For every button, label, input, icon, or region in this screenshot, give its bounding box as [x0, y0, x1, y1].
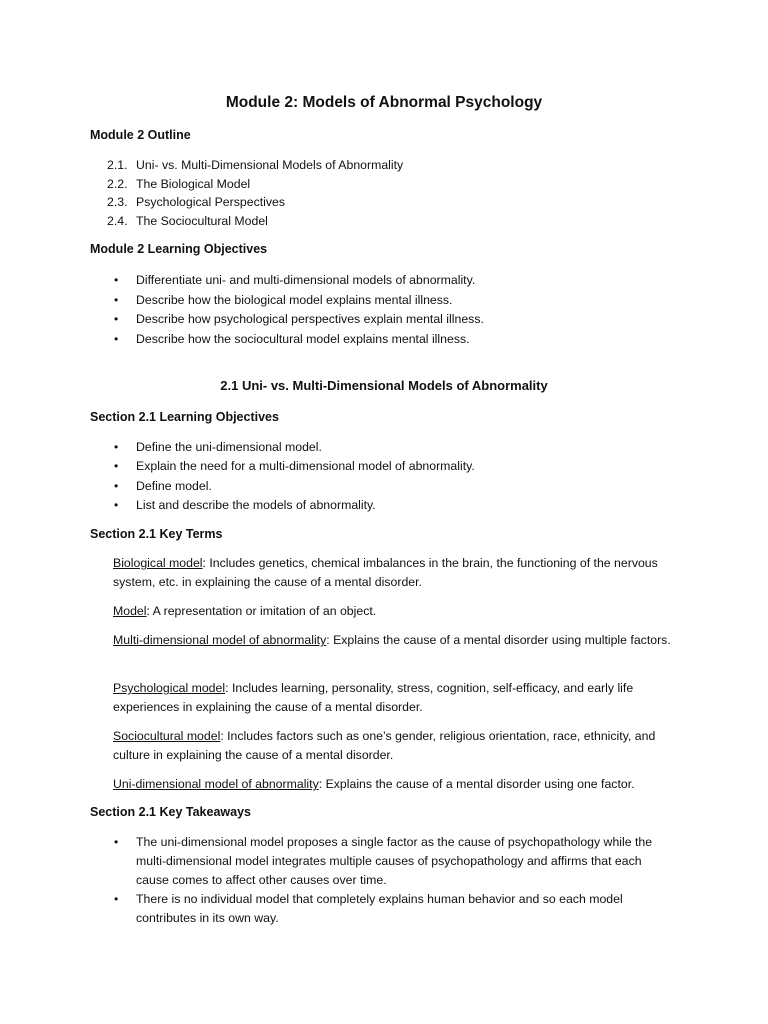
bullet-icon: • [114, 440, 119, 454]
key-term: Psychological model [113, 681, 226, 695]
outline-number: 2.3. [107, 195, 128, 209]
outline-text: The Biological Model [136, 177, 251, 191]
outline-number: 2.2. [107, 177, 128, 191]
outline-heading: Module 2 Outline [90, 128, 191, 142]
section-heading: 2.1 Uni- vs. Multi-Dimensional Models of Abnormality [220, 378, 548, 393]
outline-number: 2.1. [107, 158, 128, 172]
section-objective-text: Define model. [136, 479, 212, 493]
key-term: Multi-dimensional model of abnormality [113, 633, 327, 647]
key-term: Sociocultural model [113, 729, 221, 743]
page-title: Module 2: Models of Abnormal Psychology [225, 94, 543, 111]
bullet-icon: • [114, 273, 119, 287]
takeaway-text: The uni-dimensional model proposes a single factor as the cause of psychopathology while the multi-dimensional model integrates multiple causes of psychopathology and affirms that each cause comes to affect other causes over time. [136, 835, 653, 887]
key-term-entry [113, 727, 693, 765]
key-terms-heading: Section 2.1 Key Terms [90, 527, 223, 541]
key-term-entry [113, 775, 693, 794]
bullet-icon: • [114, 479, 119, 493]
section-objective-text: Explain the need for a multi-dimensional model of abnormality. [136, 459, 475, 473]
takeaway-text: There is no individual model that completely explains human behavior and so each model contributes in its own way. [136, 892, 623, 925]
key-term-entry [113, 679, 693, 717]
key-term: Biological model [113, 556, 203, 570]
key-takeaways-heading: Section 2.1 Key Takeaways [90, 805, 251, 819]
objective-text: Differentiate uni- and multi-dimensional models of abnormality. [136, 273, 476, 287]
bullet-icon: • [114, 892, 119, 906]
bullet-icon: • [114, 293, 119, 307]
outline-number: 2.4. [107, 214, 128, 228]
bullet-icon: • [114, 332, 119, 346]
section-objective-text: Define the uni-dimensional model. [136, 440, 322, 454]
bullet-icon: • [114, 835, 119, 849]
objective-text: Describe how the biological model explains mental illness. [136, 293, 453, 307]
key-term-definition: : A representation or imitation of an object. [146, 604, 377, 618]
objective-text: Describe how psychological perspectives explain mental illness. [136, 312, 484, 326]
key-term-definition: : Includes learning, personality, stress, cognition, self-efficacy, and early life experiences in explaining the cause of a mental disorder. [113, 681, 634, 714]
key-term: Model [113, 604, 147, 618]
key-term-entry [113, 554, 693, 592]
objective-text: Describe how the sociocultural model explains mental illness. [136, 332, 470, 346]
key-term-definition: : Includes genetics, chemical imbalances in the brain, the functioning of the nervous system, etc. in explaining the cause of a mental disorder. [113, 556, 658, 589]
key-term-definition: : Includes factors such as one’s gender, religious orientation, race, ethnicity, and culture in explaining the cause of a mental disorder. [113, 729, 656, 762]
section-objectives-heading: Section 2.1 Learning Objectives [90, 410, 279, 424]
bullet-icon: • [114, 312, 119, 326]
bullet-icon: • [114, 459, 119, 473]
key-term-entry [113, 602, 693, 621]
bullet-icon: • [114, 498, 119, 512]
key-term: Uni-dimensional model of abnormality [113, 777, 319, 791]
section-objective-text: List and describe the models of abnormality. [136, 498, 376, 512]
outline-text: The Sociocultural Model [136, 214, 268, 228]
key-term-entry [113, 631, 693, 650]
outline-text: Uni- vs. Multi-Dimensional Models of Abnormality [136, 158, 404, 172]
key-term-definition: : Explains the cause of a mental disorder using one factor. [318, 777, 635, 791]
key-term-definition: : Explains the cause of a mental disorder using multiple factors. [326, 633, 671, 647]
outline-text: Psychological Perspectives [136, 195, 285, 209]
objectives-heading: Module 2 Learning Objectives [90, 242, 268, 256]
